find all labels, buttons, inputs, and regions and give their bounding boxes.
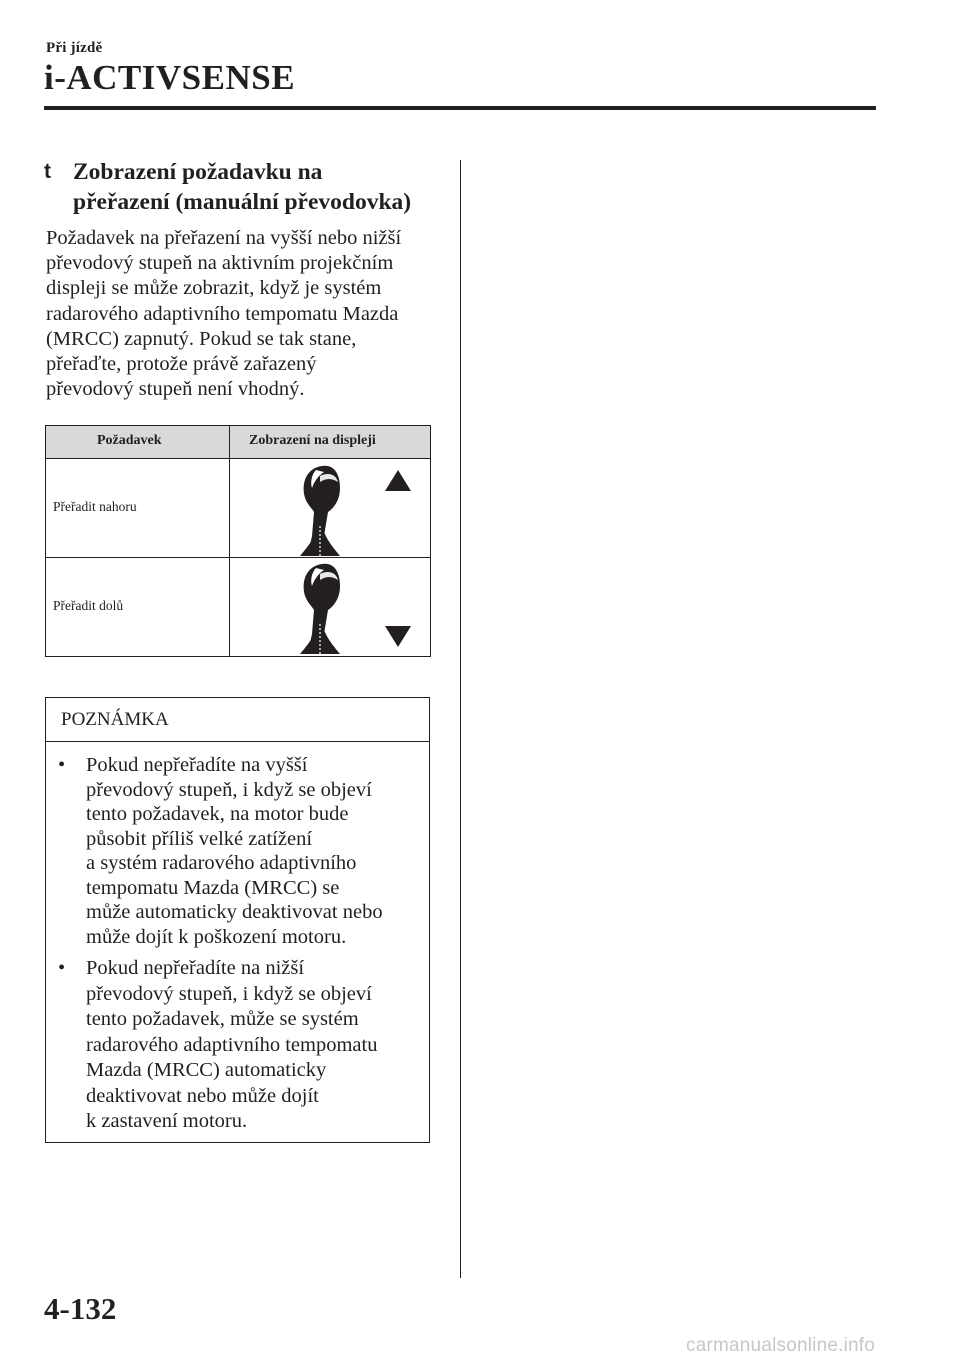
table-header-request: Požadavek [97, 433, 162, 448]
note-line: Pokud nepřeřadíte na nižší [86, 957, 305, 979]
note-line: k zastavení motoru. [86, 1110, 248, 1132]
header-rule [44, 106, 876, 110]
paragraph-line: přeřaďte, protože právě zařazený [46, 353, 317, 376]
table-cell-shift-up-label: Přeřadit nahoru [53, 499, 137, 514]
note-line: tento požadavek, může se systém [86, 1008, 359, 1030]
note-line: tento požadavek, na motor bude [86, 803, 349, 825]
note-line: převodový stupeň, i když se objeví [86, 982, 372, 1005]
heading-line-1: Zobrazení požadavku na [73, 159, 323, 185]
shift-request-table [45, 425, 431, 657]
paragraph-line: převodový stupeň není vhodný. [46, 378, 305, 401]
table-header [46, 426, 430, 459]
chapter-title: i-ACTIVSENSE [44, 58, 296, 97]
watermark-link[interactable]: carmanualsonline.info [686, 1335, 876, 1356]
gear-shift-up-icon [230, 460, 430, 557]
note-line: radarového adaptivního tempomatu [86, 1033, 378, 1056]
page-number: 4-132 [44, 1291, 117, 1326]
column-divider [460, 160, 461, 1278]
bullet-dot: • [58, 957, 66, 979]
paragraph-line: radarového adaptivního tempomatu Mazda [46, 302, 399, 325]
heading-line-2: přeřazení (manuální převodovka) [73, 189, 412, 215]
note-line: Pokud nepřeřadíte na vyšší [86, 754, 308, 776]
note-line: a systém radarového adaptivního [86, 852, 357, 874]
section-label: Při jízdě [46, 40, 103, 56]
note-bullet-text [86, 956, 377, 1135]
note-line: působit příliš velké zatížení [86, 827, 313, 850]
gear-shift-down-icon [230, 558, 430, 655]
table-header-display: Zobrazení na displeji [249, 433, 376, 448]
note-bullet-text [86, 753, 383, 949]
note-line: převodový stupeň, i když se objeví [86, 778, 372, 801]
note-box [45, 697, 430, 1143]
note-title: POZNÁMKA [61, 709, 169, 730]
note-line: Mazda (MRCC) automaticky [86, 1059, 327, 1081]
body-paragraph [46, 226, 438, 402]
bullet-dot: • [58, 754, 66, 776]
paragraph-line: (MRCC) zapnutý. Pokud se tak stane, [46, 327, 357, 350]
note-rule [46, 741, 429, 742]
table-cell-shift-down-label: Přeřadit dolů [53, 598, 124, 613]
note-line: může automaticky deaktivovat nebo [86, 901, 383, 923]
paragraph-line: displeji se může zobrazit, když je systém [46, 277, 382, 300]
note-line: může dojít k poškození motoru. [86, 925, 347, 948]
paragraph-line: Požadavek na přeřazení na vyšší nebo nižší [46, 227, 402, 249]
note-line: tempomatu Mazda (MRCC) se [86, 876, 340, 899]
paragraph-line: převodový stupeň na aktivním projekčním [46, 252, 394, 275]
note-line: deaktivovat nebo může dojít [86, 1084, 319, 1107]
heading-bullet: t [44, 160, 51, 183]
